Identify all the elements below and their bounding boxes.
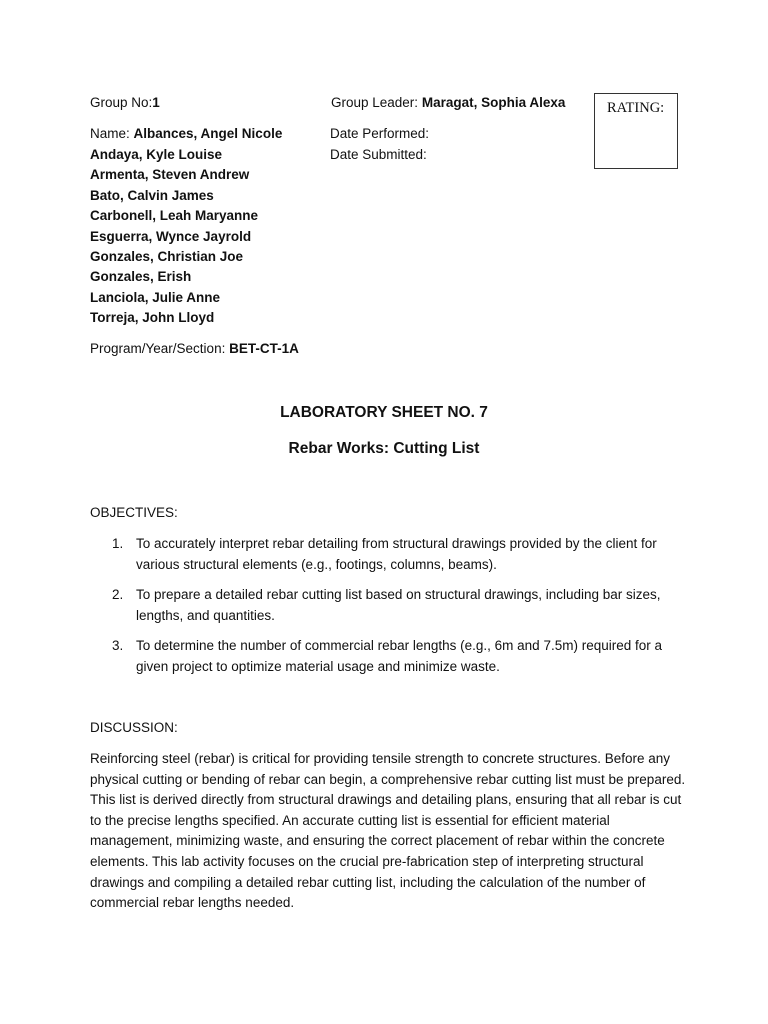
program-line [90, 341, 299, 356]
name-label: Name: [90, 126, 130, 141]
member-name: Andaya, Kyle Louise [90, 147, 223, 162]
list-number: 3. [112, 638, 124, 653]
member-list [90, 145, 258, 329]
list-number: 2. [112, 587, 124, 602]
list-item [90, 585, 690, 626]
group-no-value: 1 [152, 95, 160, 110]
group-leader [331, 95, 565, 110]
member-name: Lanciola, Julie Anne [90, 289, 221, 305]
group-leader-value: Maragat, Sophia Alexa [421, 95, 566, 110]
rating-label: RATING: [607, 100, 665, 116]
member-name: Carbonell, Leah Maryanne [90, 208, 259, 224]
discussion-text: Reinforcing steel (rebar) is critical for providing tensile strength to concrete structures. Before any physical cutting or bending of rebar can begin, a comprehensive rebar cutting list must be prepared. This list is derived directly from structural drawings and detailing plans, ensuring that all rebar is cut to the precise lengths specified. An accurate cutting list is essential for efficient material management, minimizing waste, and ensuring the correct placement of rebar within the concrete elements. This lab activity focuses on the crucial pre-fabrication step of interpreting structural drawings and compiling a detailed rebar cutting list, including the calculation of the number of commercial rebar lengths needed. [90, 751, 686, 911]
member-name: Albances, Angel Nicole [133, 126, 283, 141]
member-name: Esguerra, Wynce Jayrold [90, 228, 252, 244]
member-name: Armenta, Steven Andrew [90, 167, 250, 183]
group-no [90, 95, 160, 110]
list-text: To accurately interpret rebar detailing from structural drawings provided by the client for various structural elements (e.g., footings, columns, beams). [136, 536, 657, 572]
group-no-label: Group No: [90, 95, 153, 110]
group-leader-label: Group Leader: [331, 95, 419, 110]
member-name: Bato, Calvin James [90, 187, 214, 203]
list-number: 1. [112, 536, 124, 551]
member-name: Gonzales, Erish [90, 269, 192, 285]
rating-box [594, 93, 678, 169]
name-line [90, 126, 282, 141]
list-item [90, 534, 690, 575]
discussion-heading: DISCUSSION: [90, 720, 178, 735]
member-name: Torreja, John Lloyd [90, 310, 215, 326]
objectives-list [90, 534, 690, 687]
page-title: LABORATORY SHEET NO. 7 [280, 404, 488, 421]
list-text: To prepare a detailed rebar cutting list based on structural drawings, including bar sizes, lengths, and quantities. [136, 587, 661, 623]
objectives-heading: OBJECTIVES: [90, 505, 178, 520]
date-performed-label: Date Performed: [330, 126, 430, 141]
list-item [90, 636, 690, 677]
page-subtitle: Rebar Works: Cutting List [288, 440, 480, 457]
program-value: BET-CT-1A [229, 341, 299, 356]
list-text: To determine the number of commercial rebar lengths (e.g., 6m and 7.5m) required for a given project to optimize material usage and minimize waste. [136, 638, 662, 674]
date-submitted-label: Date Submitted: [330, 147, 427, 162]
member-name: Gonzales, Christian Joe [90, 249, 244, 265]
program-label: Program/Year/Section: [90, 341, 226, 356]
